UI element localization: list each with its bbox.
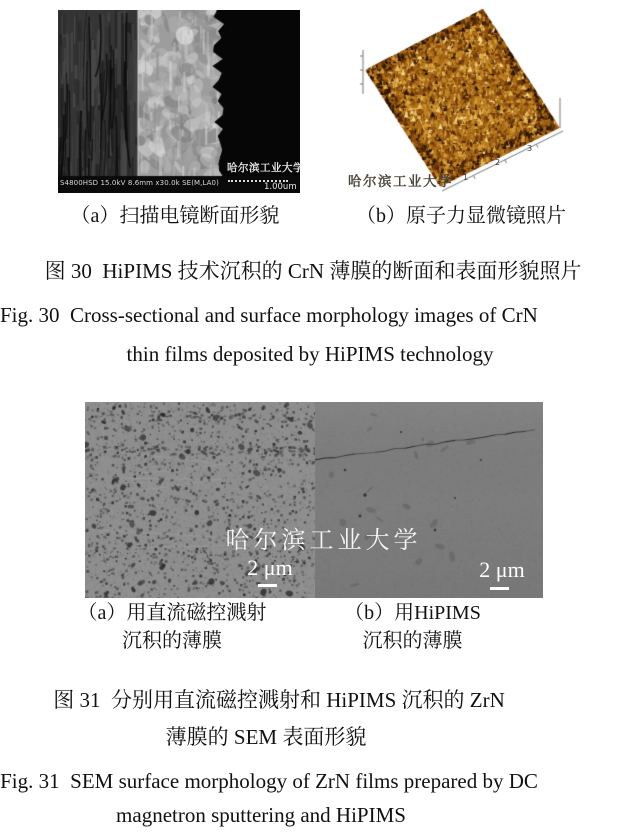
figure30-panel-a [58,10,304,193]
figure30-caption-zh: 图 30 HiPIMS 技术沉积的 CrN 薄膜的断面和表面形貌照片 [44,259,582,283]
scale-bar-label-a: 2 μm [247,555,293,580]
figure31-caption-zh-line1: 图 31 分别用直流磁控溅射和 HiPIMS 沉积的 ZrN [53,688,505,712]
figure31-subcaption-b-line2: 沉积的薄膜 [362,630,463,652]
figure31-subcaption-a-line1: （a）用直流磁控溅射 [77,602,267,624]
scale-bar-a [258,584,277,587]
watermark-text: 哈尔滨工业大学 [225,528,422,554]
figure31-subcaption-a-line2: 沉积的薄膜 [122,630,222,652]
afm-axis-tick-2: 2 [495,158,501,167]
figure30-caption-en-line2: thin films deposited by HiPIMS technology [126,342,494,366]
scale-bar-label-b: 2 μm [479,557,525,582]
watermark-text: 哈尔滨工业大学 [227,163,304,174]
sem-scale-label: 1.00um [264,182,297,192]
figure31-caption-zh-line2: 薄膜的 SEM 表面形貌 [165,725,367,749]
watermark-text: 哈尔滨工业大学 [348,174,453,189]
figure30-panel-b [345,8,615,193]
figure30-subcaption-a: （a）扫描电镜断面形貌 [70,205,280,227]
sem-info-bar-text: S4800HSD 15.0kV 8.6mm x30.0k SE(M,LA0) [60,179,219,187]
afm-axis-tick-1: 1 [463,173,469,182]
figure30-caption-en-line1: Fig. 30 Cross-sectional and surface morphology images of CrN [0,303,538,327]
figure30-subcaption-b: （b）原子力显微镜照片 [356,205,566,227]
figure31-images [85,402,543,598]
figure31-subcaption-b-line1: （b）用HiPIMS [344,602,481,624]
figure31-caption-en-line1: Fig. 31 SEM surface morphology of ZrN films prepared by DC [0,769,538,793]
afm-axis-tick-3: 3 [527,144,533,153]
figure31-caption-en-line2: magnetron sputtering and HiPIMS [116,803,406,827]
scale-bar-b [490,587,509,590]
afm-3d-surface-image [345,8,615,193]
